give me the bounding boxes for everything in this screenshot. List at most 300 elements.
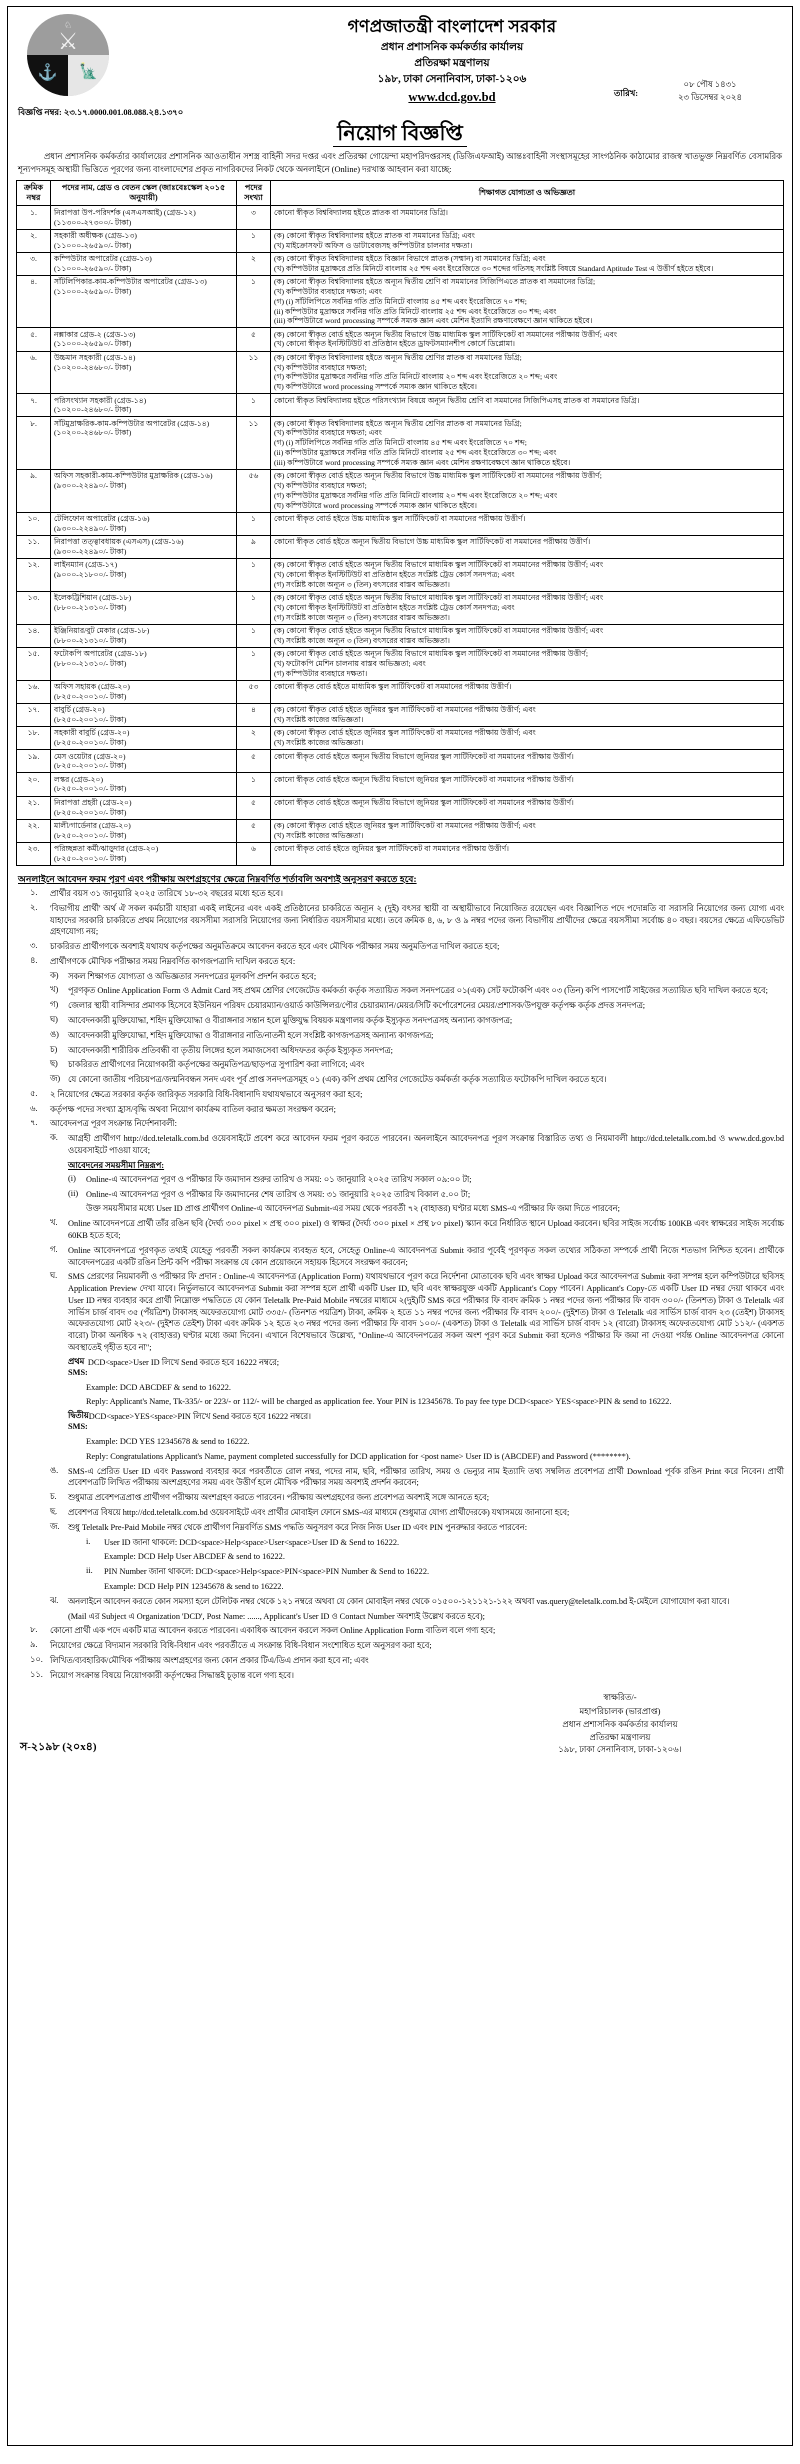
sms-instruction-text: DCD<space>YES<space>PIN লিখে Send করতে হবে 16222 নম্বরে। bbox=[88, 1412, 311, 1422]
qualification-item: কোনো স্বীকৃত বোর্ড হইতে অন্যূন দ্বিতীয় বিভাগে জুনিয়র স্কুল সার্টিফিকেট বা সমমানের পরীক্ষায় উত্তীর্ণ। bbox=[274, 774, 574, 784]
cell-post-name bbox=[51, 559, 237, 592]
job-circular-page bbox=[0, 6, 800, 2464]
cell-serial: ১৩. bbox=[17, 592, 51, 625]
website-link[interactable]: www.dcd.gov.bd bbox=[408, 90, 496, 105]
sub-condition-item-text: Online আবেদনপত্রে প্রার্থী তাঁর রঙিন ছবি (দৈর্ঘ্য ৩০০ pixel × প্রস্থ ৩০০ pixel) ও স্বাক্ষর (দৈর্ঘ্য ৩০০ pixel × প্রস্থ ৮০ pixel) স্ক্যান করে নির্ধারিত স্থানে Upload করবেন। ছবির সাইজ সর্বোচ্চ 100KB এবং স্বাক্ষরের সাইজ সর্বোচ্চ 60KB হতে হবে; bbox=[68, 1219, 784, 1241]
post-pay-scale: (৯৩০০-২২৪৯০/- টাকা) bbox=[54, 547, 127, 557]
qualification-item: (ক) কোনো স্বীকৃত বিশ্ববিদ্যালয় হইতে অন্যূন দ্বিতীয় শ্রেণির স্নাতক বা সমমানের ডিগ্রি; bbox=[274, 418, 522, 428]
qualification-list bbox=[274, 254, 780, 274]
table-row bbox=[17, 773, 784, 796]
date-bengali: ০৮ পৌষ ১৪৩১ bbox=[683, 80, 737, 90]
page-title bbox=[16, 120, 784, 148]
condition-item bbox=[16, 1670, 784, 1682]
table-row bbox=[17, 750, 784, 773]
qualification-list bbox=[274, 593, 780, 623]
cell-qualification bbox=[271, 275, 784, 328]
timeline-item-text: Online-এ আবেদনপত্র পূরণ ও পরীক্ষার ফি জমাদান শুরুর তারিখ ও সময়: ০১ জানুয়ারি ২০২৫ তারিখ সকাল ০৯:০০ টা; bbox=[86, 1174, 472, 1184]
qualification-list bbox=[274, 419, 780, 468]
cell-serial: ৮. bbox=[17, 417, 51, 470]
cell-serial: ২৩. bbox=[17, 842, 51, 865]
sms-label: প্রথম SMS: bbox=[68, 1356, 88, 1377]
post-title: লস্কর (গ্রেড-২০) bbox=[54, 774, 104, 784]
table-row bbox=[17, 275, 784, 328]
qualification-item: কোনো স্বীকৃত বোর্ড হইতে জুনিয়র স্কুল সার্টিফিকেট বা সমমানের পরীক্ষায় উত্তীর্ণ। bbox=[274, 843, 509, 853]
sub-condition-item bbox=[16, 1030, 784, 1042]
qualification-item: (ক) কোনো স্বীকৃত বোর্ড হইতে অন্যূন দ্বিতীয় বিভাগে মাধ্যমিক স্কুল সার্টিফিকেট বা সমমানের পরীক্ষায় উত্তীর্ণ; এবং bbox=[274, 560, 604, 570]
post-pay-scale: (১১০০০-২৬৫৯০/- টাকা) bbox=[54, 286, 132, 296]
sub-condition-item bbox=[16, 1596, 784, 1608]
cell-vacancy-count: ১ bbox=[237, 625, 271, 648]
condition-item bbox=[16, 941, 784, 953]
qualification-item: (iii) কম্পিউটারে word processing সম্পর্কে সম্যক জ্ঞান এবং মেশিন ইত্যাদি রক্ষণাবেক্ষণে জ্ঞান থাকিতে হইবে। bbox=[274, 316, 593, 326]
cell-qualification bbox=[271, 727, 784, 750]
table-row bbox=[17, 727, 784, 750]
sms-instruction-text: Example: DCD YES 12345678 & send to 16222. bbox=[86, 1437, 250, 1447]
post-title: মালী/গার্ডেনার (গ্রেড-২০) bbox=[54, 820, 131, 830]
sub-condition-marker: জ. bbox=[50, 1521, 60, 1531]
qualification-item: (খ) সংশ্লিষ্ট কাজের অভিজ্ঞতা। bbox=[274, 715, 364, 725]
qualification-item: (গ) সংশ্লিষ্ট কাজে অন্যূন ৩ (তিন) বৎসরের বাস্তব অভিজ্ঞতা। bbox=[274, 612, 450, 622]
cell-serial: ১৫. bbox=[17, 648, 51, 681]
cell-serial: ৬. bbox=[17, 351, 51, 394]
qualification-item: (খ) কম্পিউটার ব্যবহারে দক্ষতা; bbox=[274, 362, 367, 372]
recovery-item-text: User ID জানা থাকলে: DCD<space>Help<space>User<space>User ID & Send to 16222. bbox=[104, 1537, 400, 1547]
condition-marker: ১১. bbox=[30, 1669, 43, 1679]
cell-serial: ২২. bbox=[17, 819, 51, 842]
sms-instruction-item bbox=[16, 1396, 784, 1408]
post-title: সহকারী অধীক্ষক (গ্রেড-১৩) bbox=[54, 230, 137, 240]
sms-instruction-item bbox=[16, 1382, 784, 1394]
table-row bbox=[17, 206, 784, 229]
qualification-item: কোনো স্বীকৃত বিশ্ববিদ্যালয় হইতে পরিসংখ্যান বিষয়ে অন্যূন দ্বিতীয় শ্রেণি বা সমমানের সিজিপিএসহ স্নাতক বা সমমানের ডিগ্রি। bbox=[274, 395, 640, 405]
condition-item bbox=[16, 1640, 784, 1652]
qualification-item: (খ) কম্পিউটার ব্যবহারে দক্ষতা; এবং bbox=[274, 286, 382, 296]
qualification-item: (ঘ) কম্পিউটারে word processing সম্পর্কে সম্যক জ্ঞান থাকিতে হইবে। bbox=[274, 500, 478, 510]
cell-vacancy-count: ৩ bbox=[237, 206, 271, 229]
cell-vacancy-count: ৫৩ bbox=[237, 681, 271, 704]
condition-marker: ৮. bbox=[30, 1625, 38, 1635]
condition-item-text: চাকরিরত প্রার্থীগণকে অবশ্যই যথাযথ কর্তৃপক্ষের অনুমতিক্রমে আবেদন করতে হবে এবং মৌখিক পরীক্ষার সময় অনুমতিপত্র দাখিল করতে হবে; bbox=[50, 942, 500, 952]
sub-condition-item-text: SMS প্রেরণের নিয়মাবলী ও পরীক্ষার ফি প্রদান : Online-এ আবেদনপত্র (Application Form) যথাযথভাবে পূরণ করে নির্দেশনা মোতাবেক ছবি এবং স্বাক্ষর Upload করে আবেদনপত্র Submit করা সম্পন্ন হলে কম্পিউটারে ছবিসহ Application Preview দেখা যাবে। নির্ভুলভাবে আবেদনপত্র Submit করা সম্পন্ন হলে প্রার্থী একটি User ID, ছবি এবং স্বাক্ষরযুক্ত একটি Applicant's Copy পাবেন। Applicant's Copy-তে একটি User ID নম্বর দেয়া থাকবে এবং User ID নম্বর ব্যবহার করে প্রার্থী নিম্নোক্ত পদ্ধতিতে যে কোন Teletalk Pre-Paid Mobile নম্বরের মাধ্যমে ২(দুই)টি SMS করে পরীক্ষার ফি বাবদ ক্রমিক ১ নম্বর পদের জন্য পরীক্ষার ফি বাবদ ৩০০/- (তিনশত) টাকা ও Teletalk এর সার্ভিস চার্জ বাবদ ৩৫ (পঁয়ত্রিশ) টাকাসহ অফেরতযোগ্য মোট ৩৩৫/- (তিনশত পয়ত্রিশ) টাকা, ক্রমিক ২ হতে ১১ নম্বর পদের জন্য পরীক্ষার ফি বাবদ ২০০/- (দুইশত) টাকা ও Teletalk এর সার্ভিস চার্জ বাবদ ২৩ (তেইশ) টাকাসহ অফেরতযোগ্য মোট ২২৩/- (দুইশত তেইশ) টাকা এবং ক্রমিক ১২ হতে ২৩ নম্বর পদের জন্য পরীক্ষার ফি বাবদ ১০০/- (একশত) টাকা ও Teletalk এর সার্ভিস চার্জ বাবদ ১২ (বারো) টাকাসহ অফেরতযোগ্য মোট ১১২/- (একশত বারো) টাকা অনধিক ৭২ (বাহাত্তর) ঘণ্টার মধ্যে জমা দিবেন। এখানে বিশেষভাবে উল্লেখ্য, "Online-এ আবেদনপত্রের সকল অংশ পূরণ করে Submit করা হলেও পরীক্ষার ফি জমা না দেওয়া পর্যন্ত Online আবেদনপত্র কোনো অবস্থাতেই গৃহীত হবে না"; bbox=[68, 1272, 784, 1353]
cell-post-name bbox=[51, 417, 237, 470]
post-pay-scale: (৮২৫০-২০০১০/- টাকা) bbox=[54, 784, 127, 794]
qualification-item: (ক) কোনো স্বীকৃত বিশ্ববিদ্যালয় হইতে অন্যূন দ্বিতীয় শ্রেণির স্নাতক বা সমমানের ডিগ্রি; bbox=[274, 352, 522, 362]
cell-post-name bbox=[51, 727, 237, 750]
cell-qualification bbox=[271, 819, 784, 842]
post-title: অফিস সহকারী-কাম-কম্পিউটার মুদ্রাক্ষরিক (গ্রেড-১৬) bbox=[54, 471, 213, 481]
cell-qualification bbox=[271, 351, 784, 394]
post-title: কম্পিউটার অপারেটর (গ্রেড-১৩) bbox=[54, 253, 152, 263]
qualification-item: (খ) কোনো স্বীকৃত ইনস্টিটিউট বা প্রতিষ্ঠান হইতে সংশ্লিষ্ট ট্রেড কোর্স সনদপত্র; এবং bbox=[274, 570, 515, 580]
condition-marker: ২. bbox=[30, 902, 38, 912]
post-title: উচ্চমান সহকারী (গ্রেড-১৪) bbox=[54, 352, 136, 362]
cell-post-name bbox=[51, 704, 237, 727]
cell-vacancy-count: ৯ bbox=[237, 536, 271, 559]
qualification-list bbox=[274, 353, 780, 392]
date-label: তারিখ: bbox=[614, 89, 639, 99]
qualification-item: (খ) ফটোকপি মেশিন চালনায় বাস্তব অভিজ্ঞতা; এবং bbox=[274, 659, 426, 669]
cell-post-name bbox=[51, 229, 237, 252]
sub-condition-marker: চ) bbox=[50, 1044, 58, 1054]
sub-condition-item bbox=[16, 1466, 784, 1490]
qualification-item: (ক) কোনো স্বীকৃত বিশ্ববিদ্যালয় হইতে অন্যূন দ্বিতীয় শ্রেণি বা সমমানের সিজিপিএতে স্নাতক বা সমমানের ডিগ্রি; bbox=[274, 276, 596, 286]
office-line-2: প্রতিরক্ষা মন্ত্রণালয় bbox=[414, 58, 490, 70]
qualification-item: (ক) কোনো স্বীকৃত বিশ্ববিদ্যালয় হইতে স্নাতক বা সমমানের ডিগ্রি; এবং bbox=[274, 230, 475, 240]
cell-vacancy-count: ২ bbox=[237, 727, 271, 750]
cell-serial: ৪. bbox=[17, 275, 51, 328]
crown-icon: ♘ bbox=[63, 19, 73, 30]
qualification-item: (ii) কম্পিউটার মুদ্রাক্ষরে সর্বনিম্ন গতি প্রতি মিনিটে বাংলায় ২৫ শব্দ এবং ইংরেজিতে ৩০ শব্দ; এবং bbox=[274, 306, 557, 316]
qualification-list bbox=[274, 821, 780, 841]
table-row bbox=[17, 559, 784, 592]
condition-item-text: লিখিত/ব্যবহারিক/মৌখিক পরীক্ষায় অংশগ্রহণের জন্য কোন প্রকার টিএ/ডিএ প্রদান করা হবে না; এবং bbox=[50, 1655, 369, 1665]
condition-item bbox=[16, 888, 784, 900]
emblem-container bbox=[16, 12, 120, 96]
cell-vacancy-count: ১ bbox=[237, 559, 271, 592]
post-title: নিরাপত্তা প্রহরী (গ্রেড-২০) bbox=[54, 797, 132, 807]
qualification-item: (ক) কোনো স্বীকৃত বোর্ড হইতে অন্যূন দ্বিতীয় বিভাগে মাধ্যমিক স্কুল সার্টিফিকেট বা সমমানের পরীক্ষায় উত্তীর্ণ; এবং bbox=[274, 626, 604, 636]
qualification-item: কোনো স্বীকৃত বোর্ড হইতে অন্যূন দ্বিতীয় বিভাগে উচ্চ মাধ্যমিক স্কুল সার্টিফিকেট বা সমমানের পরীক্ষায় উত্তীর্ণ। bbox=[274, 537, 591, 547]
qualification-item: কোনো স্বীকৃত বিশ্ববিদ্যালয় হইতে স্নাতক বা সমমানের ডিগ্রি। bbox=[274, 207, 449, 217]
cell-post-name bbox=[51, 512, 237, 535]
cell-serial: ৭. bbox=[17, 394, 51, 417]
sub-condition-item-text: (Mail এর Subject এ Organization 'DCD', Post Name: ......, Applicant's User ID ও Contact Number অবশ্যই উল্লেখ করতে হবে); bbox=[68, 1611, 485, 1621]
qualification-item: কোনো স্বীকৃত বোর্ড হইতে মাধ্যমিক স্কুল সার্টিফিকেট বা সমমানের পরীক্ষায় উত্তীর্ণ। bbox=[274, 682, 512, 692]
qualification-list bbox=[274, 330, 780, 350]
cell-post-name bbox=[51, 681, 237, 704]
document-frame bbox=[7, 6, 793, 2446]
cell-serial: ১০. bbox=[17, 512, 51, 535]
qualification-item: (খ) কম্পিউটার ব্যবহারে দক্ষতা; এবং bbox=[274, 428, 382, 438]
date-stack bbox=[638, 79, 782, 103]
posts-table bbox=[16, 180, 784, 866]
sub-condition-marker: ক. bbox=[50, 1133, 58, 1143]
cell-serial: ৯. bbox=[17, 470, 51, 513]
post-title: নক্সাকার গ্রেড-২ (গ্রেড-১৩) bbox=[54, 329, 136, 339]
sub-condition-marker: জ) bbox=[50, 1074, 61, 1084]
sub-condition-item bbox=[16, 1074, 784, 1086]
post-pay-scale: (৮২৫০-২০০১০/- টাকা) bbox=[54, 692, 127, 702]
cell-vacancy-count: ১ bbox=[237, 648, 271, 681]
sms-instruction-text: Reply: Applicant's Name, Tk-335/- or 223/- or 112/- will be charged as application fee. Your PIN is 12345678. To pay fee type DCD<space> YES<space>PIN & send to 16222. bbox=[86, 1397, 672, 1407]
condition-item-text: 'বিভাগীয় প্রার্থী' অর্থ ঐ সকল কর্মচারী যাহারা একই লাইনের এবং একই প্রতিষ্ঠানের চাকরিতে অন্যূন ২ (দুই) বৎসর স্থায়ী বা অস্থায়ীভাবে নিয়োজিত রয়েছেন এবং বিজ্ঞাপিত পদে পদোন্নতি বা সরাসরি নিয়োগের জন্য যোগ্য এবং যাহাদের সরকারি চাকরিতে প্রথম নিয়োগের বয়সসীমা সরাসরি নিয়োগের জন্য নির্ধারিত বয়সসীমার মধ্যে। তবে ক্রমিক ৪, ৬, ৮ ও ৯ নম্বর পদের জন্য বিভাগীয় প্রার্থীদের ক্ষেত্রে বয়সসীমা সর্বোচ্চ ৪০ বছর। বয়সের ক্ষেত্রে এফিডেভিট গ্রহণযোগ্য নয়; bbox=[50, 903, 784, 937]
sub-condition-item bbox=[16, 1522, 784, 1534]
qualification-item: (খ) সংশ্লিষ্ট কাজের অভিজ্ঞতা। bbox=[274, 738, 364, 748]
post-pay-scale: (৮২৫০-২০০১০/- টাকা) bbox=[54, 738, 127, 748]
circular-number: বিজ্ঞপ্তি নম্বর: ২৩.১৭.0000.001.08.088.২৪.১৩৭০ bbox=[18, 107, 184, 117]
table-row bbox=[17, 512, 784, 535]
government-title: গণপ্রজাতন্ত্রী বাংলাদেশ সরকার bbox=[347, 17, 557, 36]
cell-serial: ৫. bbox=[17, 328, 51, 351]
cell-qualification bbox=[271, 592, 784, 625]
cell-serial: ১. bbox=[17, 206, 51, 229]
post-title: ইলেকট্রিশিয়ান (গ্রেড-১৮) bbox=[54, 593, 132, 603]
condition-item-text: কর্তৃপক্ষ পদের সংখ্যা হ্রাস/বৃদ্ধি অথবা নিয়োগ কার্যক্রম বাতিল করার ক্ষমতা সংরক্ষণ করেন; bbox=[50, 1104, 336, 1114]
table-row bbox=[17, 417, 784, 470]
qualification-item: (গ) কম্পিউটার ব্যবহারে দক্ষতা। bbox=[274, 669, 368, 679]
qualification-item: (ক) কোনো স্বীকৃত বোর্ড হইতে জুনিয়র স্কুল সার্টিফিকেট বা সমমানের পরীক্ষায় উত্তীর্ণ; এবং bbox=[274, 820, 536, 830]
sms-instruction-item bbox=[16, 1451, 784, 1463]
condition-item-text: কোনো প্রার্থী এক পদে একটি মাত্র আবেদন করতে পারবেন। একাধিক আবেদন করলে সকল Online Application Form বাতিল বলে গণ্য হবে; bbox=[50, 1626, 496, 1636]
cell-post-name bbox=[51, 351, 237, 394]
sub-condition-item bbox=[16, 1611, 784, 1623]
cell-qualification bbox=[271, 842, 784, 865]
recovery-item bbox=[16, 1581, 784, 1593]
post-title: ইঞ্জিনিয়ার/বুট মেকার (গ্রেড-১৮) bbox=[54, 626, 150, 636]
sub-condition-item bbox=[16, 1059, 784, 1071]
condition-marker: ৬. bbox=[30, 1103, 38, 1113]
post-title: পরিচ্ছন্নতা কর্মী/ঝাড়ুদার (গ্রেড-২০) bbox=[54, 843, 159, 853]
sub-condition-item bbox=[16, 971, 784, 983]
sub-condition-item bbox=[16, 1492, 784, 1504]
cell-qualification bbox=[271, 229, 784, 252]
col-vacancies: পদের সংখ্যা bbox=[237, 180, 271, 206]
sub-condition-item-text: শুধু Teletalk Pre-Paid Mobile নম্বর থেকে প্রার্থীগণ নিম্নবর্ণিত SMS পদ্ধতি অনুসরণ করে নিজ নিজ User ID এবং PIN পুনরুদ্ধার করতে পারবেন: bbox=[68, 1522, 527, 1532]
qualification-item: (খ) কোনো স্বীকৃত ইনস্টিটিউট বা প্রতিষ্ঠান হইতে সংশ্লিষ্ট ট্রেড কোর্স সনদপত্র; এবং bbox=[274, 603, 515, 613]
cell-qualification bbox=[271, 625, 784, 648]
cell-qualification bbox=[271, 206, 784, 229]
cell-serial: ২. bbox=[17, 229, 51, 252]
table-row bbox=[17, 704, 784, 727]
sub-condition-marker: ঙ) bbox=[50, 1029, 59, 1039]
cell-vacancy-count: ৫ bbox=[237, 819, 271, 842]
post-pay-scale: (১০২০০-২৪৬৮০/- টাকা) bbox=[54, 362, 132, 372]
cell-post-name bbox=[51, 625, 237, 648]
sub-condition-item bbox=[16, 1245, 784, 1269]
cell-vacancy-count: ১ bbox=[237, 275, 271, 328]
cell-post-name bbox=[51, 394, 237, 417]
cell-post-name bbox=[51, 773, 237, 796]
cell-post-name bbox=[51, 206, 237, 229]
table-row bbox=[17, 351, 784, 394]
signature-mark: স্বাক্ষরিত/- bbox=[603, 1692, 637, 1703]
office-line-1: প্রধান প্রশাসনিক কর্মকর্তার কার্যালয় bbox=[380, 42, 524, 54]
condition-item bbox=[16, 956, 784, 968]
qualification-list bbox=[274, 705, 780, 725]
qualification-list bbox=[274, 649, 780, 679]
recovery-item bbox=[16, 1537, 784, 1549]
table-row bbox=[17, 796, 784, 819]
cell-post-name bbox=[51, 750, 237, 773]
condition-item bbox=[16, 1625, 784, 1637]
date-gregorian: ২৩ ডিসেম্বর ২০২৪ bbox=[678, 93, 742, 103]
condition-marker: ৩. bbox=[30, 941, 38, 951]
signatory-office-2: প্রতিরক্ষা মন্ত্রণালয় bbox=[589, 1731, 651, 1742]
table-row bbox=[17, 681, 784, 704]
timeline-marker: (i) bbox=[68, 1173, 76, 1183]
recovery-marker: i. bbox=[86, 1536, 91, 1546]
qualification-item: (ii) কম্পিউটার মুদ্রাক্ষরে সর্বনিম্ন গতি প্রতি মিনিটে বাংলায় ২৫ শব্দ এবং ইংরেজিতে ৩০ শব্দ; এবং bbox=[274, 448, 557, 458]
table-row bbox=[17, 470, 784, 513]
crossed-swords-icon: ⚔ bbox=[57, 29, 79, 55]
cell-post-name bbox=[51, 328, 237, 351]
sub-condition-marker: চ. bbox=[50, 1492, 57, 1502]
office-address: ১৯৮, ঢাকা সেনানিবাস, ঢাকা-১২০৬ bbox=[377, 74, 527, 86]
qualification-item: (খ) কোনো স্বীকৃত ইনস্টিটিউট বা প্রতিষ্ঠান হইতে ড্রাফটসম্যানশীপ কোর্সে ডিপ্লোমা। bbox=[274, 339, 516, 349]
qualification-item: (ক) কোনো স্বীকৃত বোর্ড হইতে অন্যূন দ্বিতীয় বিভাগে উচ্চ মাধ্যমিক স্কুল সার্টিফিকেট বা সমমানের পরীক্ষায় উত্তীর্ণ; এবং bbox=[274, 329, 618, 339]
sub-condition-marker: ক) bbox=[50, 970, 59, 980]
qualification-item: (ক) কোনো স্বীকৃত বোর্ড হইতে অন্যূন দ্বিতীয় বিভাগে মাধ্যমিক স্কুল সার্টিফিকেট বা সমমানের পরীক্ষায় উত্তীর্ণ; এবং bbox=[274, 593, 604, 603]
qualification-item: (ক) কোনো স্বীকৃত বোর্ড হইতে অন্যূন দ্বিতীয় বিভাগে উচ্চ মাধ্যমিক স্কুল সার্টিফিকেট বা সমমানের পরীক্ষায় উত্তীর্ণ; bbox=[274, 471, 602, 481]
timeline-marker: (ii) bbox=[68, 1188, 79, 1198]
post-pay-scale: (১০২০০-২৪৬৮০/- টাকা) bbox=[54, 405, 132, 415]
sub-condition-item-text: আবেদনকারী মুক্তিযোদ্ধা, শহিদ মুক্তিযোদ্ধা ও বীরাঙ্গনার সন্তান হলে মুক্তিযুদ্ধ বিষয়ক মন্ত্রণালয় কর্তৃক ইস্যুকৃত সনদপত্রসহ অন্যান্য কাগজপত্র; bbox=[68, 1015, 513, 1025]
timeline-item-text: Online-এ আবেদনপত্র পূরণ ও পরীক্ষার ফি জমাদানের শেষ তারিখ ও সময়: ৩১ জানুয়ারি ২০২৫ তারিখ বিকাল ৫.০০ টা; bbox=[86, 1189, 471, 1199]
qualification-list bbox=[274, 752, 780, 762]
table-row bbox=[17, 592, 784, 625]
signatory-designation: মহাপরিচালক (ভারপ্রাপ্ত) bbox=[579, 1706, 661, 1717]
cell-vacancy-count: ১ bbox=[237, 512, 271, 535]
qualification-list bbox=[274, 208, 780, 218]
table-row bbox=[17, 536, 784, 559]
sub-condition-item-text: SMS-এ প্রেরিত User ID এবং Password ব্যবহার করে পরবর্তীতে রোল নম্বর, পদের নাম, ছবি, পরীক্ষার তারিখ, সময় ও ভেন্যুর নাম ইত্যাদি তথ্য সম্বলিত প্রবেশপত্র প্রার্থী Download পূর্বক রঙিন Print করে নিবেন। প্রার্থী প্রবেশপত্রটি লিখিত পরীক্ষায় অংশগ্রহণের সময় এবং উত্তীর্ণ হলে মৌখিক পরীক্ষার সময় অবশ্যই প্রদর্শন করবেন; bbox=[68, 1466, 784, 1488]
qualification-item: (গ) কম্পিউটার মুদ্রাক্ষরে সর্বনিম্ন গতি প্রতি মিনিটে বাংলায় ২০ শব্দ এবং ইংরেজিতে ২০ শব্দ; এবং bbox=[274, 372, 558, 382]
timeline-item bbox=[16, 1174, 784, 1186]
sub-condition-marker: ছ) bbox=[50, 1059, 58, 1069]
cell-qualification bbox=[271, 417, 784, 470]
condition-marker: ১০. bbox=[30, 1654, 43, 1664]
sub-condition-marker: খ) bbox=[50, 985, 59, 995]
sub-condition-marker: গ) bbox=[50, 1000, 59, 1010]
qualification-item: (গ) কম্পিউটার মুদ্রাক্ষরে সর্বনিম্ন গতি প্রতি মিনিটে বাংলায় ২০ শব্দ এবং ইংরেজিতে ২০ শব্দ; এবং bbox=[274, 491, 558, 501]
document-header bbox=[16, 12, 784, 106]
condition-marker: ৭. bbox=[30, 1118, 38, 1128]
qualification-item: (ক) কোনো স্বীকৃত বোর্ড হইতে অন্যূন দ্বিতীয় বিভাগে মাধ্যমিক স্কুল সার্টিফিকেট বা সমমানের পরীক্ষায় উত্তীর্ণ; bbox=[274, 649, 588, 659]
cell-vacancy-count: ১ bbox=[237, 394, 271, 417]
qualification-list bbox=[274, 798, 780, 808]
condition-item-text: নিয়োগ সংক্রান্ত বিষয়ে নিয়োগকারী কর্তৃপক্ষের সিদ্ধান্তই চূড়ান্ত বলে গণ্য হবে। bbox=[50, 1670, 294, 1680]
sms-instruction-item bbox=[16, 1411, 784, 1433]
post-pay-scale: (৮৮০০-২১৩১০/- টাকা) bbox=[54, 659, 127, 669]
sms-instruction-text: DCD<space>User ID লিখে Send করতে হবে 16222 নম্বরে; bbox=[87, 1357, 280, 1367]
sub-condition-item bbox=[16, 1015, 784, 1027]
cell-qualification bbox=[271, 681, 784, 704]
qualification-item: কোনো স্বীকৃত বোর্ড হইতে অন্যূন দ্বিতীয় বিভাগে জুনিয়র স্কুল সার্টিফিকেট বা সমমানের পরীক্ষায় উত্তীর্ণ। bbox=[274, 797, 574, 807]
cell-post-name bbox=[51, 470, 237, 513]
post-title: টেলিফোন অপারেটর (গ্রেড-১৬) bbox=[54, 514, 150, 524]
cell-serial: ১১. bbox=[17, 536, 51, 559]
application-timeline-heading: আবেদনের সময়সীমা নিম্নরূপ: bbox=[68, 1160, 165, 1170]
cell-serial: ১২. bbox=[17, 559, 51, 592]
cell-serial: ৩. bbox=[17, 252, 51, 275]
qualification-list bbox=[274, 396, 780, 406]
qualification-item: (খ) সংশ্লিষ্ট কাজে অন্যূন ৩ (তিন) বৎসরের বাস্তব অভিজ্ঞতা। bbox=[274, 636, 450, 646]
post-pay-scale: (৮২৫০-২০০১০/- টাকা) bbox=[54, 807, 127, 817]
cell-vacancy-count: ৫৬ bbox=[237, 470, 271, 513]
qualification-item: কোনো স্বীকৃত বোর্ড হইতে অন্যূন দ্বিতীয় বিভাগে জুনিয়র স্কুল সার্টিফিকেট বা সমমানের পরীক্ষায় উত্তীর্ণ। bbox=[274, 751, 574, 761]
post-title: অফিস সহায়ক (গ্রেড-২০) bbox=[54, 682, 130, 692]
cell-serial: ১৬. bbox=[17, 681, 51, 704]
sub-condition-marker: খ. bbox=[50, 1218, 58, 1228]
qualification-item: (ঘ) কম্পিউটারে word processing সম্পর্কে সম্যক জ্ঞান থাকিতে হইবে। bbox=[274, 382, 478, 392]
condition-item-text: আবেদনপত্র পূরণ সংক্রান্ত নির্দেশনাবলী: bbox=[50, 1119, 177, 1129]
cell-serial: ১৮. bbox=[17, 727, 51, 750]
signatory-address: ১৯৮, ঢাকা সেনানিবাস, ঢাকা-১২০৬। bbox=[558, 1744, 682, 1755]
table-row bbox=[17, 229, 784, 252]
post-title: নিরাপত্তা উপ-পরিদর্শক (এসএসআই) (গ্রেড-১২) bbox=[54, 207, 196, 217]
sub-condition-item bbox=[16, 1507, 784, 1519]
sub-condition-item-text: পূরণকৃত Online Application Form ও Admit Card সহ প্রথম শ্রেণির গেজেটেড কর্মকর্তা কর্তৃক সত্যায়িত সকল সনদপত্রের ০১(এক) সেট ফটোকপি এবং ০৩ (তিন) কপি পাসপোর্ট সাইজের সত্যায়িত ছবি দাখিল করতে হবে; bbox=[68, 986, 768, 996]
cell-qualification bbox=[271, 536, 784, 559]
sms-instruction-text: Reply: Congratulations Applicant's Name, payment completed successfully for DCD application for <post name> User ID is (ABCDEF) and Password (********). bbox=[86, 1451, 631, 1461]
conditions-list bbox=[16, 888, 784, 1681]
post-title: মেস ওয়েটার (গ্রেড-২০) bbox=[54, 751, 126, 761]
cell-vacancy-count: ৪ bbox=[237, 704, 271, 727]
condition-item-text: নিয়োগের ক্ষেত্রে বিদ্যমান সরকারি বিধি-বিধান এবং পরবর্তীতে এ সংক্রান্ত বিধি-বিধান সংশোধিত হলে অনুসরণ করা হবে; bbox=[50, 1641, 432, 1651]
condition-marker: ১. bbox=[30, 887, 38, 897]
post-title: নিরাপত্তা তত্ত্বাবধায়ক (এসএস) (গ্রেড-১৬) bbox=[54, 537, 184, 547]
col-qualification: শিক্ষাগত যোগ্যতা ও অভিজ্ঞতা bbox=[271, 180, 784, 206]
cell-post-name bbox=[51, 536, 237, 559]
cell-qualification bbox=[271, 512, 784, 535]
sms-instruction-item bbox=[16, 1357, 784, 1379]
qualification-list bbox=[274, 514, 780, 524]
sub-condition-item-text: যে কোনো জাতীয় পরিচয়পত্র/জন্মনিবন্ধন সনদ এবং পূর্ব প্রাপ্ত সনদপত্রসমূহ ০১ (এক) কপি প্রথম শ্রেণির গেজেটেড কর্মকর্তা কর্তৃক সত্যায়িত ফটোকপি দাখিল করতে হবে। bbox=[68, 1075, 607, 1085]
cell-qualification bbox=[271, 470, 784, 513]
timeline-item bbox=[16, 1189, 784, 1201]
sub-condition-item-text: চাকরিরত প্রার্থীগণের নিয়োগকারী কর্তৃপক্ষের অনুমতিপত্র/ছাড়পত্র সুপারিশ করা লাগিবে; এবং bbox=[68, 1060, 365, 1070]
qualification-item: (ক) কোনো স্বীকৃত বোর্ড হইতে জুনিয়র স্কুল সার্টিফিকেট বা সমমানের পরীক্ষায় উত্তীর্ণ; এবং bbox=[274, 728, 536, 738]
post-title: ফটোকপি অপারেটর (গ্রেড-১৮) bbox=[54, 649, 147, 659]
page-title-text: নিয়োগ বিজ্ঞপ্তি bbox=[333, 121, 467, 147]
cell-vacancy-count: ১ bbox=[237, 592, 271, 625]
table-row bbox=[17, 819, 784, 842]
condition-marker: ৯. bbox=[30, 1640, 38, 1650]
timeline-note-text: উক্ত সময়সীমার মধ্যে User ID প্রাপ্ত প্রার্থীগণ Online-এ আবেদনপত্র Submit-এর সময় থেকে পরবর্তী ৭২ (বাহাত্তর) ঘণ্টার মধ্যে SMS-এ পরীক্ষার ফি জমা দিতে পারবেন; bbox=[86, 1204, 620, 1214]
condition-marker: ৪. bbox=[30, 955, 38, 965]
cell-vacancy-count: ১১ bbox=[237, 351, 271, 394]
condition-item-text: ২ নিয়োগের ক্ষেত্রে সরকার কর্তৃক জারিকৃত সরকারি বিধি-বিধানাদি যথাযথভাবে অনুসরণ করা হবে; bbox=[50, 1089, 363, 1099]
cell-serial: ২১. bbox=[17, 796, 51, 819]
qualification-list bbox=[274, 560, 780, 590]
post-pay-scale: (১১৩০০-২৭৩০০/- টাকা) bbox=[54, 217, 132, 227]
qualification-list bbox=[274, 231, 780, 251]
sub-condition-item-text: শুধুমাত্র প্রবেশপত্রপ্রাপ্ত প্রার্থীগণ পরীক্ষায় অংশগ্রহণ করতে পারবেন। পরীক্ষায় অংশগ্রহণের জন্য প্রবেশপত্র অবশ্যই সঙ্গে আনতে হবে; bbox=[68, 1493, 490, 1503]
sub-condition-item-text: জেলার স্থায়ী বাসিন্দার প্রমাণক হিসেবে ইউনিয়ন পরিষদ চেয়ারম্যান/ওয়ার্ড কাউন্সিলর/পৌর চেয়ারম্যান/মেয়র/সিটি কর্পোরেশনের মেয়র/প্রশাসক/উপযুক্ত কর্তৃপক্ষ কর্তৃক প্রদত্ত সনদপত্র; bbox=[68, 1001, 646, 1011]
table-row bbox=[17, 842, 784, 865]
post-title: সহকারী বাবুর্চি (গ্রেড-২০) bbox=[54, 728, 130, 738]
cell-qualification bbox=[271, 648, 784, 681]
recovery-marker: ii. bbox=[86, 1566, 93, 1576]
qualification-list bbox=[274, 775, 780, 785]
sub-condition-item-text: আগ্রহী প্রার্থীগণ http://dcd.teletalk.com.bd ওয়েবসাইটে প্রবেশ করে আবেদন ফরম পূরণ করতে পারবেন। অনলাইনে আবেদনপত্র পূরণ সংক্রান্ত বিস্তারিত তথ্য ও নিয়মাবলী http://dcd.teletalk.com.bd ও www.dcd.gov.bd ওয়েবসাইটে পাওয়া যাবে; bbox=[68, 1134, 784, 1156]
condition-item bbox=[16, 1104, 784, 1116]
post-title: পরিসংখ্যান সহকারী (গ্রেড-১৪) bbox=[54, 395, 147, 405]
col-post-name: পদের নাম, গ্রেড ও বেতন স্কেল (জাঃবেঃস্কেল ২০১৫ অনুযায়ী) bbox=[51, 180, 237, 206]
sub-condition-item-text: অনলাইনে আবেদন করতে কোন সমস্যা হলে টেলিটক নম্বর থেকে ১২১ নম্বরে অথবা যে কোন মোবাইল নম্বর থেকে ০১৫০০-১২১১২১-১২২ অথবা vas.query@teletalk.com.bd ই-মেইলে যোগাযোগ করা যাবে। bbox=[68, 1596, 730, 1606]
intro-paragraph: প্রধান প্রশাসনিক কর্মকর্তার কার্যালয়ের প্রশাসনিক আওতাধীন সশস্ত্র বাহিনী সদর দপ্তর এবং প্রতিরক্ষা গোয়েন্দা মহাপরিদপ্তরসহ (ডিজিএফআই) আন্তঃবাহিনী সংস্থাসমূহের সাংগঠনিক কাঠামোর রাজস্ব খাতভুক্ত নিম্নবর্ণিত বেসামরিক শূন্যপদসমূহ অস্থায়ী ভিত্তিতে পূরণের জন্য বাংলাদেশের প্রকৃত নাগরিকদের নিকট থেকে অনলাইনে (Online) দরখাস্ত আহবান করা যাচ্ছে: bbox=[18, 152, 782, 174]
timeline-note bbox=[16, 1203, 784, 1215]
col-serial: ক্রমিক নম্বর bbox=[17, 180, 51, 206]
qualification-list bbox=[274, 471, 780, 510]
post-pay-scale: (৯৩০০-২২৪৯০/- টাকা) bbox=[54, 481, 127, 491]
cell-qualification bbox=[271, 704, 784, 727]
post-title: সাঁটলিপিকার-কাম-কম্পিউটার অপারেটর (গ্রেড-১৩) bbox=[54, 276, 207, 286]
cell-post-name bbox=[51, 252, 237, 275]
anchor-icon: ⚓ bbox=[37, 64, 58, 82]
post-pay-scale: (৮৮০০-২১৩১০/- টাকা) bbox=[54, 603, 127, 613]
post-pay-scale: (১১০০০-২৬৫৯০/- টাকা) bbox=[54, 339, 132, 349]
post-pay-scale: (৯৩০০-২২৪৯০/- টাকা) bbox=[54, 523, 127, 533]
cell-vacancy-count: ৫ bbox=[237, 796, 271, 819]
post-pay-scale: (৮২৫০-২০০১০/- টাকা) bbox=[54, 830, 127, 840]
condition-item bbox=[16, 1089, 784, 1101]
condition-item-text: প্রার্থীগণকে মৌখিক পরীক্ষার সময় নিম্নবর্ণিত কাগজপত্রাদি দাখিল করতে হবে: bbox=[50, 956, 296, 966]
sub-condition-item bbox=[16, 1271, 784, 1353]
post-pay-scale: (৮২৫০-২০০১০/- টাকা) bbox=[54, 715, 127, 725]
qualification-list bbox=[274, 728, 780, 748]
cell-serial: ১৭. bbox=[17, 704, 51, 727]
